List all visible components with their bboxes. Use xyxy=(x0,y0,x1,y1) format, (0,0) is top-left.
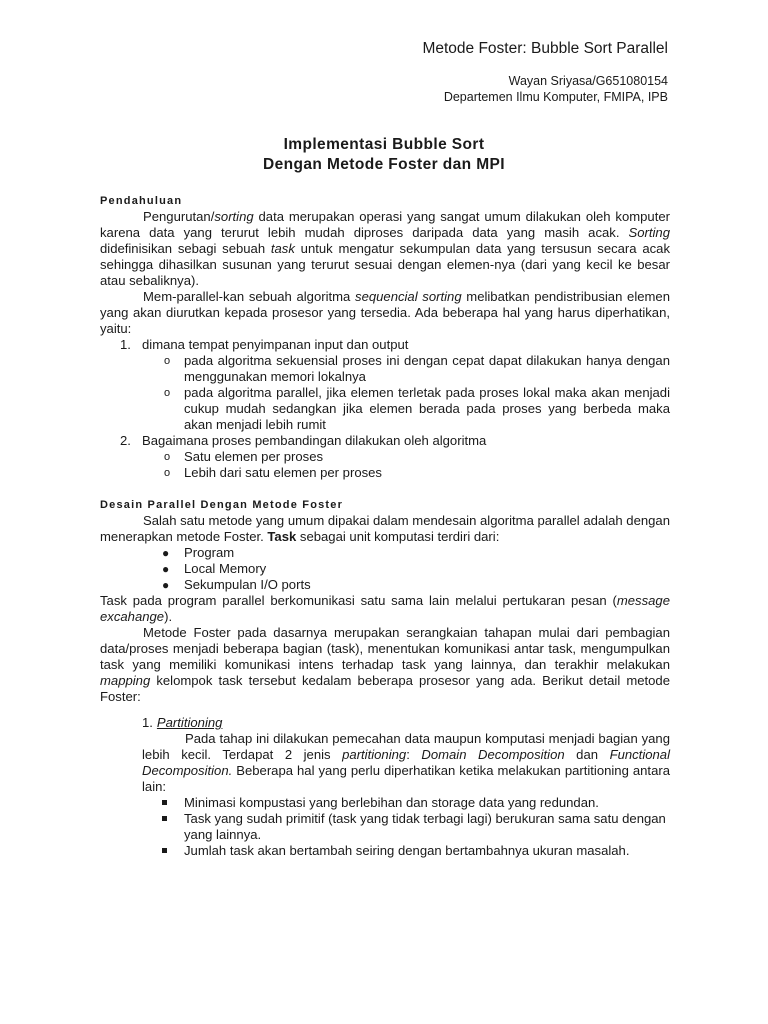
design-paragraph-1: Salah satu metode yang umum dipakai dalam mendesain algoritma parallel adalah dengan menerapkan metode Foster. Task sebagai unit komputasi terdiri dari: xyxy=(100,513,670,544)
section-heading-desain: Desain Parallel Dengan Metode Foster xyxy=(100,499,344,511)
list-item: Task yang sudah primitif (task yang tidak terbagi lagi) berukuran sama satu dengan yang lainnya. xyxy=(142,811,670,843)
document-title-line1: Implementasi Bubble Sort xyxy=(283,136,485,153)
list-item: o pada algoritma sekuensial proses ini dengan cepat dapat dilakukan hanya dengan menggunakan memori lokalnya xyxy=(164,353,670,384)
list-item: Jumlah task akan bertambah seiring dengan bertambahnya ukuran masalah. xyxy=(142,843,670,859)
header-author: Wayan Sriyasa/G651080154 xyxy=(508,74,668,88)
list-item: Minimasi kompustasi yang berlebihan dan storage data yang redundan. xyxy=(142,795,670,811)
list-item: o pada algoritma parallel, jika elemen terletak pada proses lokal maka akan menjadi cukup mudah sedangkan jika elemen berada pada proses yang berbeda maka akan menjadi lebih rumit xyxy=(164,385,670,432)
partitioning-paragraph: Pada tahap ini dilakukan pemecahan data maupun komputasi menjadi bagian yang lebih kecil. Terdapat 2 jenis partitioning: Domain Decomposition dan Functional Decomposition. Beberapa hal yang perlu diperhatikan ketika melakukan partitioning antara lain: xyxy=(142,731,670,794)
list-item: o Lebih dari satu elemen per proses xyxy=(164,465,382,480)
intro-paragraph-1: Pengurutan/sorting data merupakan operasi yang sangat umum dilakukan oleh komputer karena data yang terurut lebih mudah diproses daripada data yang masih acak. Sorting didefinisikan sebagi sebuah task untuk mengatur sekumpulan data yang tersusun secara acak sehingga dihasilkan susunan yang terurut sesuai dengan elemen-nya (dari yang kecil ke besar atau sebaliknya). xyxy=(100,209,670,288)
intro-numbered-list xyxy=(100,337,670,481)
partitioning-bullet-list xyxy=(142,795,670,859)
section-heading-pendahuluan: Pendahuluan xyxy=(100,195,183,207)
square-bullet-icon xyxy=(162,848,167,853)
list-item: o Satu elemen per proses xyxy=(164,449,324,464)
square-bullet-icon xyxy=(162,816,167,821)
document-title-line2: Dengan Metode Foster dan MPI xyxy=(263,156,505,173)
list-item: 2. Bagaimana proses pembandingan dilakukan oleh algoritma o Satu elemen per proses o Lebih dari satu elemen per proses xyxy=(100,433,670,481)
header-title: Metode Foster: Bubble Sort Parallel xyxy=(422,40,668,57)
design-paragraph-2: Task pada program parallel berkomunikasi satu sama lain melalui pertukaran pesan (message excahange). xyxy=(100,593,670,624)
document-body xyxy=(100,193,670,859)
list-item: ● Sekumpulan I/O ports xyxy=(162,577,311,592)
partitioning-heading: 1. Partitioning xyxy=(142,715,223,730)
task-components-list xyxy=(100,545,670,593)
list-item: ● Program xyxy=(162,545,235,560)
list-item: 1. dimana tempat penyimpanan input dan output o pada algoritma sekuensial proses ini dengan cepat dapat dilakukan hanya dengan menggunakan memori lokalnya o pada algoritma parallel, jika elemen terletak pada proses lokal maka akan menjadi cukup mudah sedangkan jika elemen berada pada proses yang berbeda maka akan menjadi lebih rumit xyxy=(100,337,670,433)
list-item: ● Local Memory xyxy=(162,561,267,576)
square-bullet-icon xyxy=(162,800,167,805)
intro-paragraph-2: Mem-parallel-kan sebuah algoritma sequencial sorting melibatkan pendistribusian elemen yang akan diurutkan kepada prosesor yang tersedia. Ada beberapa hal yang harus diperhatikan, yaitu: xyxy=(100,289,670,336)
partitioning-section xyxy=(100,715,670,859)
design-paragraph-3: Metode Foster pada dasarnya merupakan serangkaian tahapan mulai dari pembagian data/proses menjadi beberapa bagian (task), menentukan komunikasi antar task, mengumpulkan task yang memiliki komunikasi intens terhadap task yang lainnya, dan terakhir melakukan mapping kelompok task tersebut kedalam beberapa prosesor yang ada. Berikut detail metode Foster: xyxy=(100,625,670,704)
header-department: Departemen Ilmu Komputer, FMIPA, IPB xyxy=(443,90,668,104)
